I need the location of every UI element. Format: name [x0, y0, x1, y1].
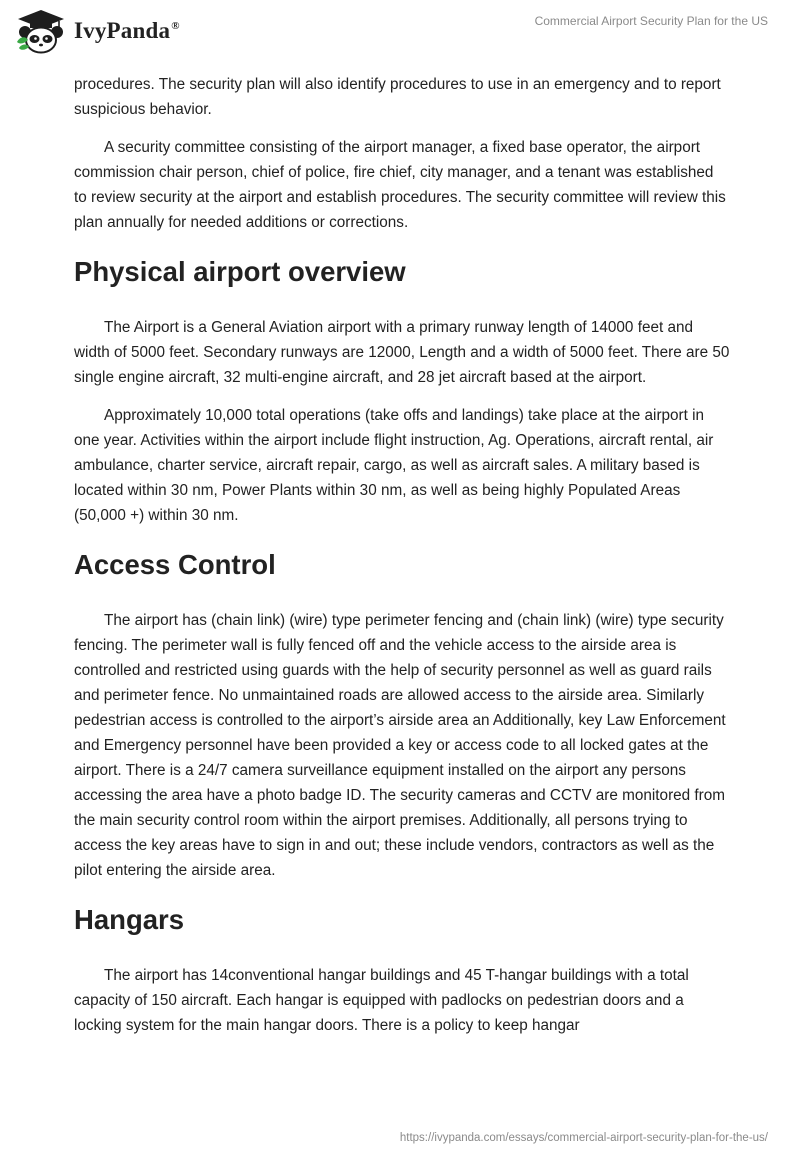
paragraph-airport-operations: Approximately 10,000 total operations (take offs and landings) take place at the airport in one year. Activities within the airport include flight instruction, Ag. Operations, aircraft rental, air ambulance, charter service, aircraft repair, cargo, as well as aircraft sales. A military based is located within 30 nm, Power Plants within 30 nm, as well as being highly Populated Areas (50,000 +) within 30 nm.: [74, 407, 714, 524]
document-title: Commercial Airport Security Plan for the US: [534, 14, 768, 28]
source-url-link[interactable]: https://ivypanda.com/essays/commercial-airport-security-plan-for-the-us/: [399, 1132, 768, 1144]
page-header: [0, 0, 800, 64]
logo-wordmark: IvyPanda®: [74, 18, 180, 43]
ivypanda-logo[interactable]: [14, 8, 180, 54]
essay-content: [74, 72, 730, 1051]
paragraph-airport-runways: The Airport is a General Aviation airport with a primary runway length of 14000 feet and width of 5000 feet. Secondary runways are 12000, Length and a width of 5000 feet. There are 50 single engine aircraft, 32 multi-engine aircraft, and 28 jet aircraft based at the airport.: [74, 319, 730, 386]
paragraph-hangars: The airport has 14conventional hangar buildings and 45 T-hangar buildings with a total capacity of 150 aircraft. Each hangar is equipped with padlocks on pedestrian doors and a locking system for the main hangar doors. There is a policy to keep hangar: [74, 967, 689, 1034]
paragraph-intro-continued: procedures. The security plan will also identify procedures to use in an emergency and to report suspicious behavior.: [74, 76, 721, 118]
heading-access-control: Access Control: [74, 549, 276, 580]
heading-hangars: Hangars: [74, 904, 185, 935]
panda-graduate-icon: [14, 8, 68, 54]
paragraph-security-committee: A security committee consisting of the airport manager, a fixed base operator, the airport commission chair person, chief of police, fire chief, city manager, and a tenant was established to review security at the airport and establish procedures. The security committee will review this plan annually for needed additions or corrections.: [74, 139, 726, 231]
paragraph-access-control: The airport has (chain link) (wire) type perimeter fencing and (chain link) (wire) type security fencing. The perimeter wall is fully fenced off and the vehicle access to the airside area is controlled and restricted using guards with the help of security personnel as well as guard rails and perimeter fence. No unmaintained roads are allowed access to the airside area. Similarly pedestrian access is controlled to the airport’s airside area an Additionally, key Law Enforcement and Emergency personnel have been provided a key or access code to all locked gates at the airport. There is a 24/7 camera surveillance equipment installed on the airport any persons accessing the area have a photo badge ID. The security cameras and CCTV are monitored from the main security control room within the airport premises. Additionally, all persons trying to access the key areas have to sign in and out; these include vendors, contractors as well as the pilot entering the airside area.: [74, 612, 726, 879]
heading-physical-airport-overview: Physical airport overview: [74, 256, 406, 287]
